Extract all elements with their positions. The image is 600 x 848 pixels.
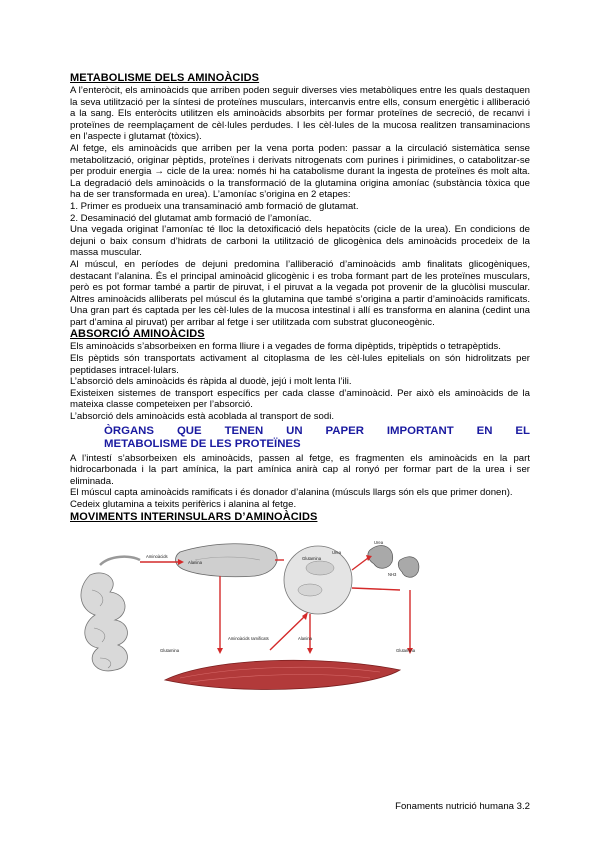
section-title-organs-line2: METABOLISME DE LES PROTEÏNES [104, 437, 301, 450]
paragraph: Al múscul, en períodes de dejuni predomina l’alliberació d’aminoàcids amb finalitats glicogèniques, destacant l’alanina. És el principal aminoàcid glicogènic i es troba formant part de les proteïnes musculars, però es pot formar també a partir de piruvat, i el piruvat a la vegada pot provenir de la glucòlisi muscular. Altres aminoàcids alliberats pel múscul és la glutamina que també s’origina a partir d’aminoàcids ramificats. Una gran part és captada per les cèl·lules de la mucosa intestinal i allí es transforma en alanina (cedint una part d’amina al piruvat) per arribar al fetge i ser utilitzada com substrat gluconeogènic. [70, 258, 530, 328]
paragraph: El múscul capta aminoàcids ramificats i és donador d’alanina (músculs llargs són els que primer donen). [70, 487, 513, 499]
paragraph: Existeixen sistemes de transport específics per cada classe d’aminoàcid. Per això els aminoàcids de la mateixa classe competeixen per l’absorció. [70, 387, 530, 411]
paragraph: Al fetge, els aminoàcids que arriben per la vena porta poden: passar a la circulació sistemàtica sense metabolització, originar pèptids, proteïnes i derivats nitrogenats com purines i pirimidines, o catabolitzar-se per produir energia → cicle de la urea: només hi ha catabolisme durant la ingesta de proteïnes és molt alta. La degradació dels aminoàcids o la transformació de la glutamina origina amoníac (substància tòxica que ha de ser transformada en urea). L’amoníac s’origina en 2 etapes: [70, 142, 530, 201]
paragraph: Els pèptids són transportats activament al citoplasma de les cèl·lules epitelials on són hidrolitzats per peptidases intracel·lulars. [70, 353, 530, 376]
figure-svg [70, 530, 540, 700]
page-footer: Fonaments nutrició humana 3.2 [395, 801, 530, 812]
section-title-absorcio: ABSORCIÓ AMINOÀCIDS [70, 328, 205, 341]
label-glutamina-left: Glutamina [160, 647, 180, 653]
label-nh3: NH3 [388, 571, 397, 577]
paragraph: Cedeix glutamina a teixits perifèrics i alanina al fetge. [70, 499, 297, 510]
label-alanina-mid: Alanina [298, 635, 312, 641]
paragraph: Els aminoàcids s’absorbeixen en forma lliure i a vegades de forma dipèptids, tripèptids o tetrapèptids. [70, 341, 501, 353]
document-page [70, 72, 530, 700]
list-item: 2. Desaminació del glutamat amb formació de l’amoníac. [70, 212, 312, 224]
paragraph: Una vegada originat l’amoníac té lloc la detoxificació dels hepatòcits (cicle de la urea). En condicions de dejuni o baix consum d’hidrats de carboni la utilització de glicogènica dels aminoàcids procedeix de la massa muscular. [70, 224, 530, 259]
paragraph: A l’intestí s’absorbeixen els aminoàcids, passen al fetge, es fragmenten els aminoàcids en la part hidrocarbonada i la part amínica, la part amínica anirà cap al ronyó per formar part de la urea i ser eliminada. [70, 452, 530, 487]
muscle-illustration [165, 660, 400, 689]
section-title-organs-line1: ÒRGANS QUE TENEN UN PAPER IMPORTANT EN EL [104, 424, 530, 437]
label-aminoacids: Aminoàcids [146, 553, 168, 559]
paragraph: L’absorció dels aminoàcids està acoblada al transport de sodi. [70, 411, 334, 423]
paragraph: A l’enteròcit, els aminoàcids que arriben poden seguir diverses vies metabòliques entre les quals destaquen la seva utilització per la síntesi de proteïnes musculars, intercanvis entre ells, consum energètic i alliberació a la sang. Els enteròcits utilitzen els aminoàcids absorbits per formar proteïnes de secreció, de recanvi i proteïnes de reemplaçament de cèl·lules perdudes. I les cèl·lules de la mucosa realitzen transaminacions en l’aspecte i glutamat (tòxics). [70, 85, 530, 143]
amino-acid-flow-figure [70, 530, 540, 700]
section-title-moviments: MOVIMENTS INTERINSULARS D’AMINOÀCIDS [70, 510, 318, 523]
list-item: 1. Primer es produeix una transaminació amb formació de glutamat. [70, 200, 359, 212]
intestine-illustration [81, 556, 140, 670]
label-urea-right: Urea [374, 539, 384, 545]
label-glutamina-right: Glutamina [396, 647, 416, 653]
label-glutamina-top: Glutamina [302, 555, 322, 561]
section-title-metabolisme: METABOLISME DELS AMINOÀCIDS [70, 72, 260, 84]
label-alanina-top: Alanina [188, 559, 202, 565]
label-urea-top: Urea [332, 549, 342, 555]
label-ramificats: Aminoàcids ramificats [228, 635, 269, 641]
paragraph: L’absorció dels aminoàcids és ràpida al duodè, jejú i molt lenta l’ili. [70, 376, 352, 388]
